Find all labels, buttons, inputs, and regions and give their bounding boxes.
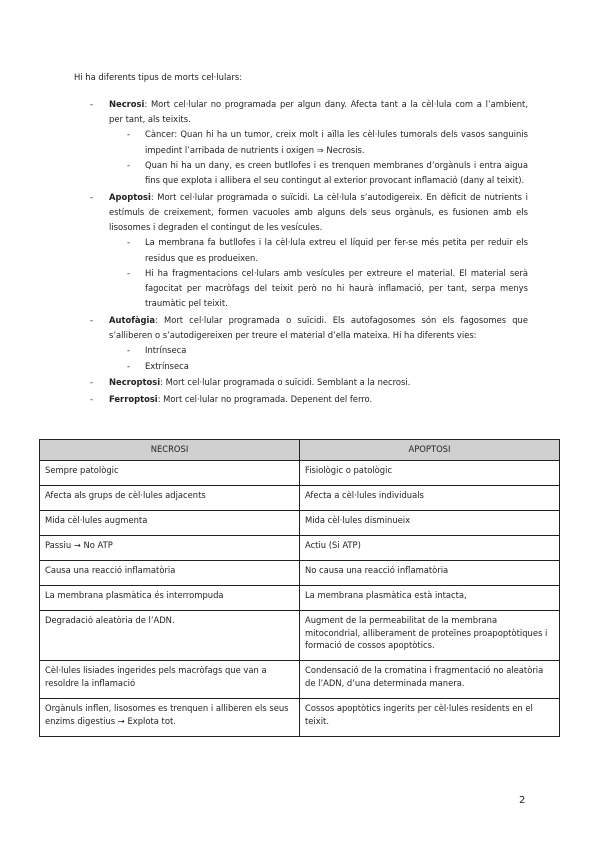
desc-apoptosi: : Mort cel·lular programada o suïcidi. La cèl·lula s’autodigereix. En dèficit de nutrients i estímuls de creixement, formen vacuoles amb alguns dels seus orgànuls, es fusionen amb els lisosomes i degraden el contingut de les vesícules.	[109, 191, 528, 233]
comparison-table	[39, 439, 560, 737]
table-cell: Degradació aleatòria de l’ADN.	[40, 611, 300, 661]
table-cell: Mida cèl·lules augmenta	[40, 511, 300, 536]
table-cell: Passiu → No ATP	[40, 536, 300, 561]
term-apoptosi: Apoptosi	[109, 191, 151, 202]
term-necroptosi: Necroptosi	[109, 377, 161, 388]
subitem-text: Extrínseca	[145, 360, 189, 371]
list-item-necrosi	[90, 97, 528, 188]
list-item	[127, 343, 528, 358]
list-item	[127, 359, 528, 374]
table-header-row	[40, 440, 560, 461]
table-row	[40, 486, 560, 511]
sublist-necrosi	[109, 127, 528, 188]
table-cell: Causa una reacció inflamatòria	[40, 561, 300, 586]
list-item	[127, 158, 528, 188]
list-bullet: -	[127, 267, 131, 278]
table-cell: Afecta als grups de cèl·lules adjacents	[40, 486, 300, 511]
table-cell: Orgànuls inflen, lisosomes es trenquen i alliberen els seus enzims digestius → Explota tot.	[40, 699, 300, 737]
intro-text: Hi ha diferents tipus de morts cel·lulars:	[74, 72, 243, 82]
subitem-text: Intrínseca	[145, 345, 187, 356]
list-bullet: -	[127, 237, 131, 248]
death-types-list	[90, 97, 528, 409]
table-row	[40, 561, 560, 586]
desc-ferroptosi: : Mort cel·lular no programada. Depenent del ferro.	[157, 394, 373, 405]
list-item-necroptosi	[90, 375, 528, 390]
list-bullet: -	[90, 394, 94, 405]
table-cell: Cossos apoptòtics ingerits per cèl·lules residents en el teixit.	[300, 699, 560, 737]
table-row	[40, 699, 560, 737]
list-item-autofagia	[90, 313, 528, 374]
table-row	[40, 611, 560, 661]
list-bullet: -	[127, 159, 131, 170]
table-cell: La membrana plasmàtica està intacta,	[300, 586, 560, 611]
list-bullet: -	[90, 191, 94, 202]
list-item	[127, 127, 528, 157]
table-cell: Afecta a cèl·lules individuals	[300, 486, 560, 511]
subitem-text: Quan hi ha un dany, es creen butllofes i es trenquen membranes d’orgànuls i entra aigua fins que explota i allibera el seu contingut al exterior provocant inflamació (dany al teixit).	[145, 159, 528, 186]
table-cell: Cèl·lules lisiades ingerides pels macròfags que van a resoldre la inflamació	[40, 661, 300, 699]
list-item	[127, 266, 528, 312]
list-item	[127, 235, 528, 265]
header-apoptosi: APOPTOSI	[300, 440, 560, 461]
header-necrosi: NECROSI	[40, 440, 300, 461]
table-cell: La membrana plasmàtica és interrompuda	[40, 586, 300, 611]
table-cell: Mida cèl·lules disminueix	[300, 511, 560, 536]
list-bullet: -	[127, 129, 131, 140]
list-bullet: -	[127, 360, 131, 371]
sublist-apoptosi	[109, 235, 528, 311]
table-row	[40, 461, 560, 486]
table-cell: Actiu (Si ATP)	[300, 536, 560, 561]
subitem-text: La membrana fa butllofes i la cèl·lula extreu el líquid per fer-se més petita per reduir els residus que es produeixen.	[145, 237, 528, 263]
table-cell: Sempre patològic	[40, 461, 300, 486]
list-bullet: -	[127, 345, 131, 356]
table-cell: Augment de la permeabilitat de la membrana mitocondrial, alliberament de proteïnes proapoptòtiques i formació de cossos apoptòtics.	[300, 611, 560, 661]
table-row	[40, 511, 560, 536]
table-cell: Fisiològic o patològic	[300, 461, 560, 486]
page-number: 2	[519, 795, 526, 806]
table-row	[40, 586, 560, 611]
term-ferroptosi: Ferroptosi	[109, 394, 158, 405]
list-item-apoptosi	[90, 190, 528, 312]
subitem-text: Hi ha fragmentacions cel·lulars amb vesícules per extreure el material. El material serà fagocitat per macròfags del teixit però no hi haurà inflamació, per tant, serpa menys traumàtic pel teixit.	[145, 267, 528, 309]
term-autofagia: Autofàgia	[109, 315, 156, 326]
term-necrosi: Necrosi	[109, 99, 145, 109]
list-bullet: -	[90, 99, 94, 109]
table-row	[40, 661, 560, 699]
table-cell: Condensació de la cromatina i fragmentació no aleatòria de l’ADN, d’una determinada manera.	[300, 661, 560, 699]
list-bullet: -	[90, 315, 94, 326]
desc-necrosi: : Mort cel·lular no programada per algun dany. Afecta tant a la cèl·lula com a l’ambient, per tant, als teixits.	[109, 99, 528, 125]
list-bullet: -	[90, 377, 94, 388]
desc-necroptosi: : Mort cel·lular programada o suïcidi. Semblant a la necrosi.	[160, 377, 411, 388]
desc-autofagia: : Mort cel·lular programada o suïcidi. Els autofagosomes són els fagosomes que s’alliberen o s’autodigereixen per treure el material d’ella mateixa. Hi ha diferents vies:	[109, 315, 528, 341]
subitem-text: Càncer: Quan hi ha un tumor, creix molt i aïlla les cèl·lules tumorals dels vasos sanguinis impedint l’arribada de nutrients i oxigen ⇒ Necrosis.	[145, 129, 528, 155]
table-cell: No causa una reacció inflamatòria	[300, 561, 560, 586]
list-item-ferroptosi	[90, 392, 528, 407]
table-row	[40, 536, 560, 561]
sublist-autofagia	[109, 343, 528, 373]
